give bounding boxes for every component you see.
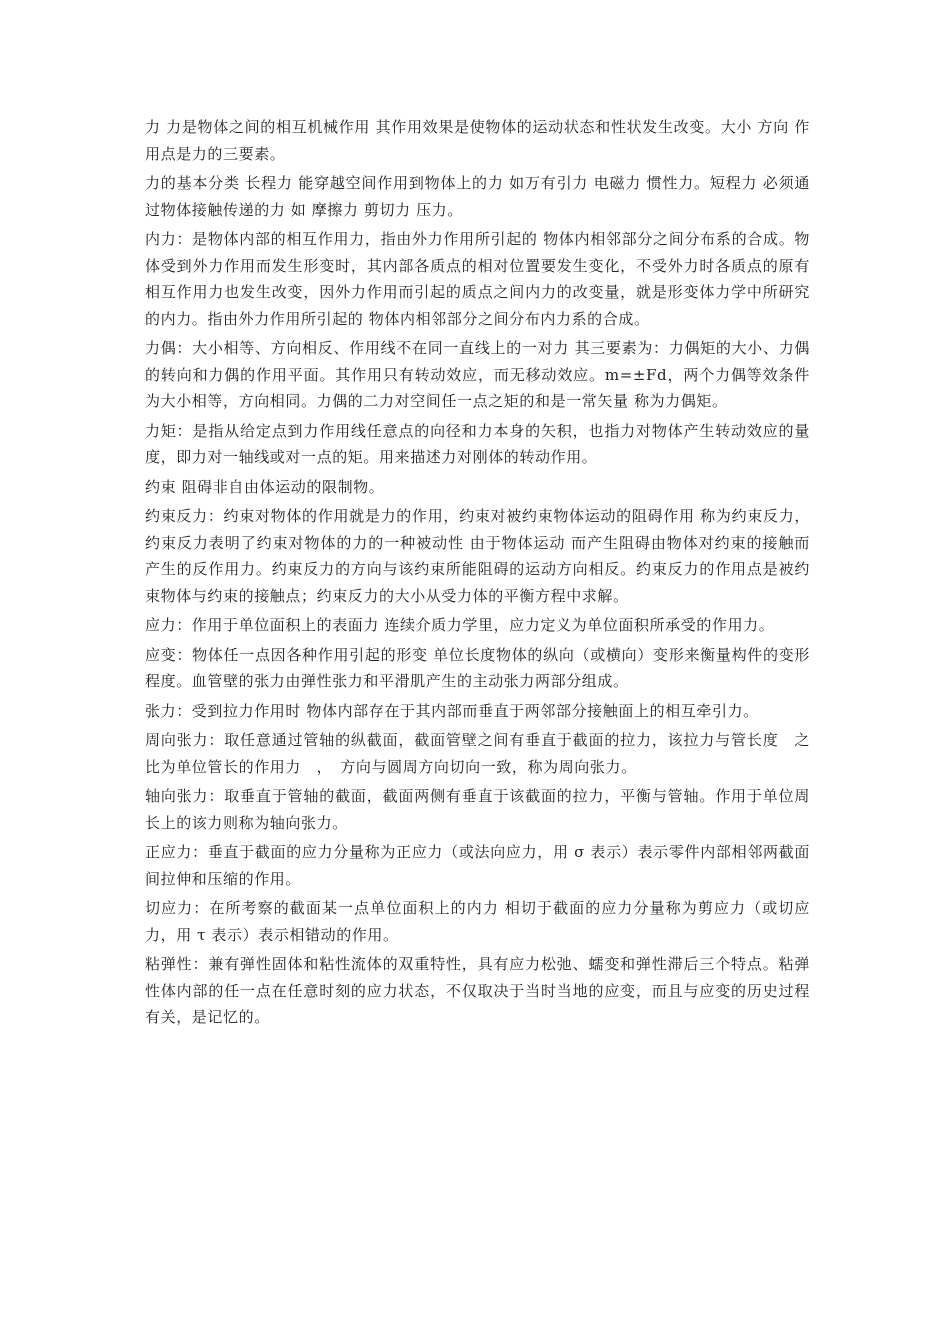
document-page (145, 114, 810, 1034)
paragraph-constraint: 约束 阻碍非自由体运动的限制物。 (145, 477, 385, 496)
paragraph-stress: 应力：作用于单位面积上的表面力 连续介质力学里，应力定义为单位面积所承受的作用力。 (145, 616, 775, 634)
paragraph-circumferential-tension: 周向张力：取任意通过管轴的纵截面，截面管壁之间有垂直于截面的拉力，该拉力与管长度 之比为单位管长的作用力 ， 方向与圆周方向切向一致，称为周向张力。 (145, 731, 810, 776)
paragraph-axial-tension: 轴向张力：取垂直于管轴的截面，截面两侧有垂直于该截面的拉力，平衡与管轴。作用于单位周长上的该力则称为轴向张力。 (145, 787, 810, 832)
paragraph-moment: 力矩：是指从给定点到力作用线任意点的向径和力本身的矢积，也指力对物体产生转动效应的量度，即力对一轴线或对一点的矩。用来描述力对刚体的转动作用。 (145, 421, 810, 466)
paragraph-shear-stress: 切应力：在所考察的截面某一点单位面积上的内力 相切于截面的应力分量称为剪应力（或切应力，用 τ 表示）表示相错动的作用。 (145, 899, 810, 944)
paragraph-constraint-reaction: 约束反力：约束对物体的作用就是力的作用，约束对被约束物体运动的阻碍作用 称为约束反力，约束反力表明了约束对物体的力的一种被动性 由于物体运动 而产生阻碍由物体对约束的接触而产生的反作用力。约束反力的方向与该约束所能阻碍的运动方向相反。约束反力的作用点是被约束物体与约束的接触点；约束反力的大小从受力体的平衡方程中求解。 (145, 507, 810, 605)
paragraph-force-classification: 力的基本分类 长程力 能穿越空间作用到物体上的力 如万有引力 电磁力 惯性力。短程力 必须通过物体接触传递的力 如 摩擦力 剪切力 压力。 (145, 174, 810, 219)
paragraph-internal-force: 内力：是物体内部的相互作用力，指由外力作用所引起的 物体内相邻部分之间分布系的合成。物体受到外力作用而发生形变时，其内部各质点的相对位置要发生变化，不受外力时各质点的原有相互作用力也发生改变，因外力作用而引起的质点之间内力的改变量，就是形变体力学中所研究的内力。指由外力作用所引起的 物体内相邻部分之间分布内力系的合成。 (145, 230, 810, 328)
paragraph-tension: 张力：受到拉力作用时 物体内部存在于其内部而垂直于两邻部分接触面上的相互牵引力。 (145, 701, 759, 720)
paragraph-strain: 应变：物体任一点因各种作用引起的形变 单位长度物体的纵向（或横向）变形来衡量构件的变形程度。血管壁的张力由弹性张力和平滑肌产生的主动张力两部分组成。 (145, 645, 810, 690)
paragraph-viscoelasticity: 粘弹性：兼有弹性固体和粘性流体的双重特性，具有应力松弛、蠕变和弹性滞后三个特点。粘弹性体内部的任一点在任意时刻的应力状态，不仅取决于当时当地的应变，而且与应变的历史过程有关，是记忆的。 (145, 955, 810, 1026)
paragraph-couple: 力偶：大小相等、方向相反、作用线不在同一直线上的一对力 其三要素为：力偶矩的大小、力偶的转向和力偶的作用平面。其作用只有转动效应，而无移动效应。m=±Fd，两个力偶等效条件为大小相等，方向相同。力偶的二力对空间任一点之矩的和是一常矢量 称为力偶矩。 (145, 339, 810, 410)
paragraph-force: 力 力是物体之间的相互机械作用 其作用效果是使物体的运动状态和性状发生改变。大小 方向 作用点是力的三要素。 (145, 118, 810, 163)
paragraph-normal-stress: 正应力：垂直于截面的应力分量称为正应力（或法向应力，用 σ 表示）表示零件内部相邻两截面间拉伸和压缩的作用。 (145, 843, 810, 888)
